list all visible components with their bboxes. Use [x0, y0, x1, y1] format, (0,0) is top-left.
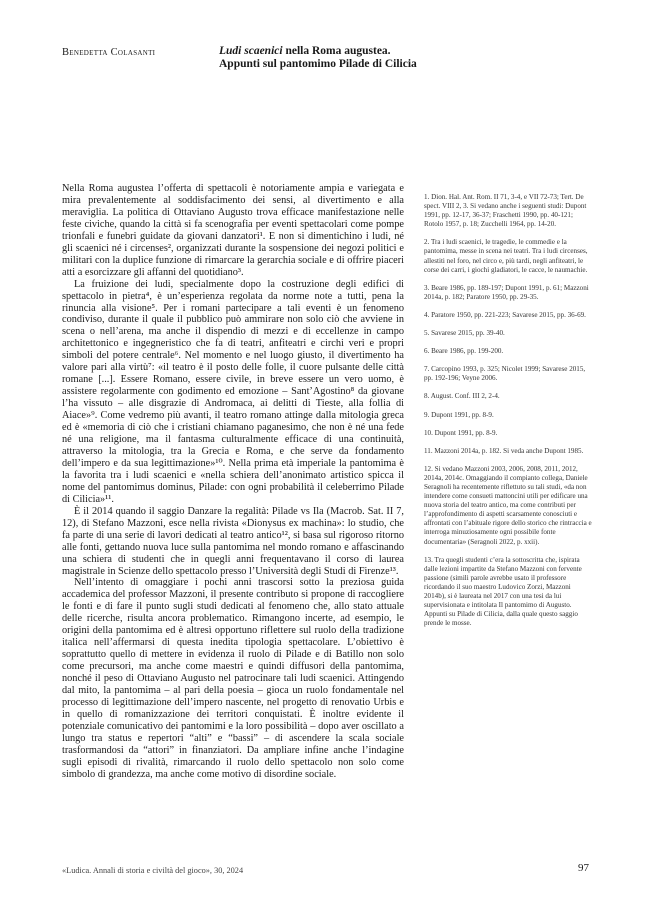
- running-head-title: [219, 45, 417, 71]
- journal-citation: «Ludica. Annali di storia e civiltà del gioco», 30, 2024: [62, 866, 244, 875]
- paragraph-1: Nella Roma augustea l’offerta di spettacoli è notoriamente ampia e variegata e mira prevalentemente al soddisfacimento dei sensi, al divertimento e alla meraviglia. La politica di Ottaviano Augusto trova efficace manifestazione nelle feste civiche, quando la città si fa scenografia per eventi spettacolari come pompe trionfali e funebri guidate da giovani danzatori¹. E non si dimentichino i ludi, né gli scaenici né i circenses², organizzati durante la sospensione dei negozi politici e militari con la duplice funzione di rimarcare la gerarchia sociale e di offrire piaceri atti a esorcizzare gli affanni del quotidiano³.: [62, 183, 404, 278]
- title-rest: nella Roma augustea.: [282, 45, 391, 57]
- footnote-11: 11. Mazzoni 2014a, p. 182. Si veda anche Dupont 1985.: [424, 446, 584, 455]
- paragraph-3: È il 2014 quando il saggio Danzare la regalità: Pilade vs Ila (Macrob. Sat. II 7, 12), di Stefano Mazzoni, esce nella rivista «Dionysus ex machina»: lo studio, che fa parte di una serie di lavori dedicati al teatro antico¹², si basa sul rigoroso ritorno alle fonti, gettando nuova luce sulla pantomima nel mondo romano e affascinando una schiera di studenti che in quegli anni frequentavano il corso di laurea magistrale in Scienze dello spettacolo presso l’Università degli Studi di Firenze¹³.: [62, 505, 404, 577]
- footnote-1: 1. Dion. Hal. Ant. Rom. II 71, 3-4, e VII 72-73; Tert. De spect. VIII 2, 3. Si vedano anche i seguenti studi: Dupont 1991, pp. 12-17, 36-37; Fraschetti 1990, pp. 40-121; Rotolo 1957, p. 18; Zucchelli 1964, pp. 14-20.: [424, 193, 587, 229]
- footnote-5: 5. Savarese 2015, pp. 39-40.: [424, 329, 505, 338]
- page-number: 97: [578, 862, 589, 874]
- running-head-author: Benedetta Colasanti: [62, 47, 156, 58]
- paragraph-4: Nell’intento di omaggiare i pochi anni trascorsi sotto la preziosa guida accademica del professor Mazzoni, il presente contributo si propone di raccogliere le fonti e di fare il punto sugli studi dedicati al fenomeno che, allo stato attuale delle ricerche, risulta ancora problematico. Rimangono incerte, ad esempio, le origini della pantomima ed è altresì opportuno riflettere sul ruolo della tradizione italica nell’affermarsi di questa inedita tipologia spettacolare. L’obiettivo è soprattutto quello di mettere in evidenza il ruolo di Pilade e di Batillo non solo come precursori, ma anche come maestri e quindi diffusori della pantomima, nonché il peso di Ottaviano Augusto nel patrocinare tali ludi scaenici. Attingendo dal mito, la pantomima – al pari della poesia – gioca un ruolo fondamentale nel processo di legittimazione dell’impero nascente, nel progetto di renovatio Urbis e in quello di romanizzazione dei territori conquistati. È inoltre evidente il potenziale comunicativo dei pantomimi e la loro possibilità – dopo aver oscillato a lungo tra status e repertori “alti” e “bassi” – di ascendere la scala sociale trasformandosi da “attori” in finanziatori. Da ampliare infine anche l’indagine sugli episodi di rivalità, rimarcando il ruolo dello spettacolo non solo come simbolo di grandezza, ma anche come motivo di disordine sociale.: [62, 577, 404, 780]
- footnote-3: 3. Beare 1986, pp. 189-197; Dupont 1991, p. 61; Mazzoni 2014a, p. 182; Paratore 1950, pp. 29-35.: [424, 283, 589, 301]
- footnote-7: 7. Carcopino 1993, p. 325; Nicolet 1999; Savarese 2015, pp. 192-196; Veyne 2006.: [424, 365, 586, 383]
- footnotes-column: [424, 193, 592, 637]
- title-subtitle: Appunti sul pantomimo Pilade di Cilicia: [219, 58, 417, 70]
- title-italic-part: Ludi scaenici: [219, 45, 283, 57]
- footnote-8: 8. August. Conf. III 2, 2-4.: [424, 392, 500, 401]
- footnote-2: 2. Tra i ludi scaenici, le tragedie, le commedie e la pantomima, messe in scena nei teatri. Tra i ludi circenses, allestiti nel foro, nel circo e, più tardi, negli anfiteatri, le corse dei carri, i giochi gladiatori, le cacce, le naumachie.: [424, 238, 588, 274]
- footnote-13: 13. Tra quegli studenti c’era la sottoscritta che, ispirata dalle lezioni impartite da Stefano Mazzoni con fervente passione (simili parole avrebbe usato il professore ricordando il suo maestro Ludovico Zorzi, Mazzoni 2014b), si è laureata nel 2017 con una tesi da lui supervisionata e intitolata Il pantomimo di Augusto. Appunti su Pilade di Cilicia, dalla quale questo saggio prende le mosse.: [424, 555, 582, 628]
- footnote-12: 12. Si vedano Mazzoni 2003, 2006, 2008, 2011, 2012, 2014a, 2014c. Omaggiando il compianto collega, Daniele Seragnoli ha recentemente riflettuto su tali studi, «da non intendere come consueti mattoncini utili per edificare una nuova storia del teatro antico, ma come contributi per l’approfondimento di aspetti scarsamente conosciuti e affrontati con l’abituale rigore dello storico che rintraccia e interroga minuziosamente ogni possibile fonte documentaria» (Seragnoli 2022, p. xxii).: [424, 464, 592, 546]
- main-text: [62, 183, 404, 781]
- paragraph-2: La fruizione dei ludi, specialmente dopo la costruzione degli edifici di spettacolo in pietra⁴, è un’esperienza regolata da norme note a tutti, pena la rinuncia alla visione⁵. Per i romani partecipare a tali eventi è un fenomeno condiviso, durante il quale il pubblico può ammirare non solo ciò che avviene in scena o nell’arena, ma anche il dispendio di mezzi e di eccellenze in campo architettonico e ingegneristico che fa di teatri, anfiteatri e circhi veri e propri simboli del potere centrale⁶. Nel momento e nel luogo giusto, il divertimento ha valore pari alla virtù⁷: «il teatro è il posto delle folle, il cuore pulsante delle città romane [...]. Essere Romano, essere civile, in breve essere un vero uomo, è assistere regolarmente con godimento ed emozione – Sant’Agostino⁸ da giovane l’ha vissuto – alle disgrazie di Andromaca, ai delitti di Tieste, alla follia di Aiace»⁹. Come vedremo più avanti, il teatro romano attinge dalla mitologia greca ed è «memoria di ciò che i cristiani chiamano paganesimo, che non è né una fede né una religione, ma il fantasma culturalmente efficace di una continuità, attraverso la mitologia, tra la Grecia e Roma, e che serve da fondamento dell’impero e da sua legittimazione»¹⁰. Nella prima età imperiale la pantomima è la favorita tra i ludi scaenici e «nella schiera dell’anonimato artistico spicca il nome del pantomimus dominus, Pilade: con ogni probabilità il celeberrimo Pilade di Cilicia»¹¹.: [62, 278, 404, 505]
- footnote-4: 4. Paratore 1950, pp. 221-223; Savarese 2015, pp. 36-69.: [424, 310, 586, 319]
- footnote-10: 10. Dupont 1991, pp. 8-9.: [424, 428, 498, 437]
- footnote-9: 9. Dupont 1991, pp. 8-9.: [424, 410, 494, 419]
- footnote-6: 6. Beare 1986, pp. 199-200.: [424, 347, 504, 356]
